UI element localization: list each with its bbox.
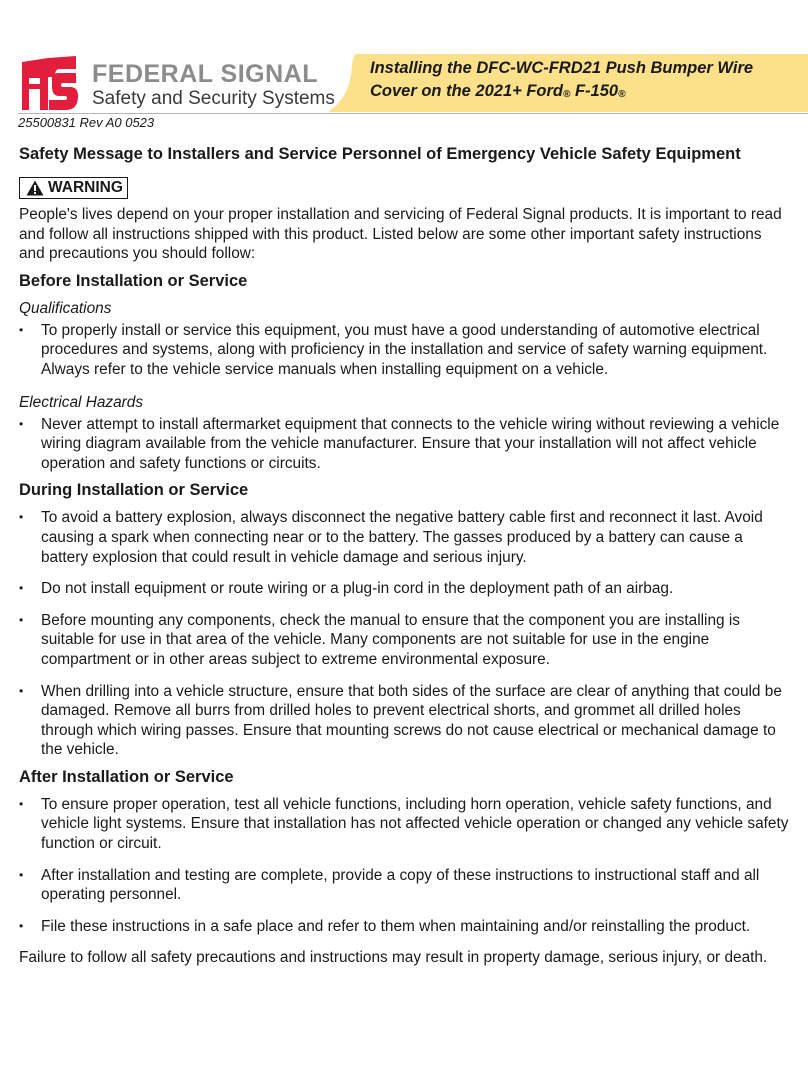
before-heading: Before Installation or Service (19, 271, 248, 290)
list-item-text: To ensure proper operation, test all vehicle functions, including horn operation, vehicle safety functions, and vehicle light systems. Ensure that installation has not affected vehicle operation or changed any vehicle safety function or circuit. (41, 795, 789, 853)
during-list (19, 508, 789, 760)
list-item (19, 866, 789, 905)
federal-signal-logo-icon (18, 56, 80, 112)
bullet: • (19, 416, 24, 431)
list-item (19, 415, 789, 474)
electrical-hazards-list (19, 415, 789, 474)
bullet: • (19, 612, 24, 627)
registered-mark: ® (618, 89, 626, 100)
bullet: • (19, 683, 24, 698)
qualifications-list (19, 321, 789, 380)
after-heading: After Installation or Service (19, 767, 234, 786)
list-item-text: Do not install equipment or route wiring or a plug-in cord in the deployment path of an airbag. (41, 580, 674, 598)
warning-triangle-icon (26, 180, 44, 196)
list-item (19, 508, 789, 567)
bullet: • (19, 581, 24, 596)
list-item-text: To properly install or service this equipment, you must have a good understanding of automotive electrical procedures and systems, along with proficiency in the installation and service of safety warning equipment. Always refer to the vehicle service manuals when installing equipment on a vehicle. (41, 321, 768, 378)
title-banner (328, 54, 808, 112)
bullet: • (19, 867, 24, 882)
title-line-1: Installing the DFC-WC-FRD21 Push Bumper Wire (370, 59, 754, 77)
bullet: • (19, 918, 24, 933)
list-item (19, 682, 789, 760)
document-number: 25500831 Rev A0 0523 (18, 115, 155, 130)
bullet: • (19, 510, 24, 525)
brand-subtitle: Safety and Security Systems (92, 88, 335, 109)
list-item (19, 795, 789, 854)
title-model: F-150 (570, 82, 619, 100)
registered-mark: ® (563, 89, 571, 100)
list-item-text: Before mounting any components, check the manual to ensure that the component you are installing is suitable for use in that area of the vehicle. Many components are not suitable for use in the engine compartment or in other areas subject to extreme environmental exposure. (41, 611, 740, 668)
title-line-2-text: Cover on the 2021+ Ford (370, 82, 564, 100)
list-item-text: File these instructions in a safe place and refer to them when maintaining and/or reinstalling the product. (41, 917, 751, 935)
bullet: • (19, 796, 24, 811)
warning-text: WARNING (48, 179, 123, 196)
after-list (19, 795, 789, 937)
list-item-text: Never attempt to install aftermarket equipment that connects to the vehicle wiring without reviewing a vehicle wiring diagram available from the vehicle manufacturer. Ensure that your installation will not affect vehicle operation and safety functions or circuits. (41, 415, 780, 472)
list-item (19, 917, 789, 937)
intro-paragraph: People's lives depend on your proper installation and servicing of Federal Signal products. It is important to read and follow all instructions shipped with this product. Listed below are some other important safety instructions and precautions you should follow: (19, 206, 782, 263)
document-title (370, 57, 800, 106)
warning-label (19, 177, 128, 199)
during-heading: During Installation or Service (19, 481, 249, 500)
title-line-2 (370, 80, 800, 106)
bullet: • (19, 322, 24, 337)
qualifications-title: Qualifications (19, 299, 112, 317)
main-heading: Safety Message to Installers and Service Personnel of Emergency Vehicle Safety Equipment (19, 145, 741, 163)
closing-paragraph: Failure to follow all safety precautions and instructions may result in property damage, serious injury, or death. (19, 949, 768, 967)
list-item-text: After installation and testing are complete, provide a copy of these instructions to instructional staff and all operating personnel. (41, 866, 760, 904)
list-item-text: When drilling into a vehicle structure, ensure that both sides of the surface are clear of anything that could be damaged. Remove all burrs from drilled holes to prevent electrical shorts, and grommet all drilled holes through which wiring passes. Ensure that mounting screws do not cause electrical or mechanical damage to the vehicle. (41, 682, 782, 759)
electrical-hazards-title: Electrical Hazards (19, 393, 144, 411)
list-item (19, 611, 789, 670)
list-item (19, 321, 789, 380)
document-body (19, 144, 789, 968)
page-header (0, 0, 808, 135)
header-divider (18, 113, 808, 114)
list-item (19, 579, 789, 599)
list-item-text: To avoid a battery explosion, always disconnect the negative battery cable first and reconnect it last. Avoid causing a spark when connecting near or to the battery. The gasses produced by a battery can cause a battery explosion that could result in vehicle damage and serious injury. (41, 509, 763, 566)
brand-name: FEDERAL SIGNAL (92, 60, 318, 88)
